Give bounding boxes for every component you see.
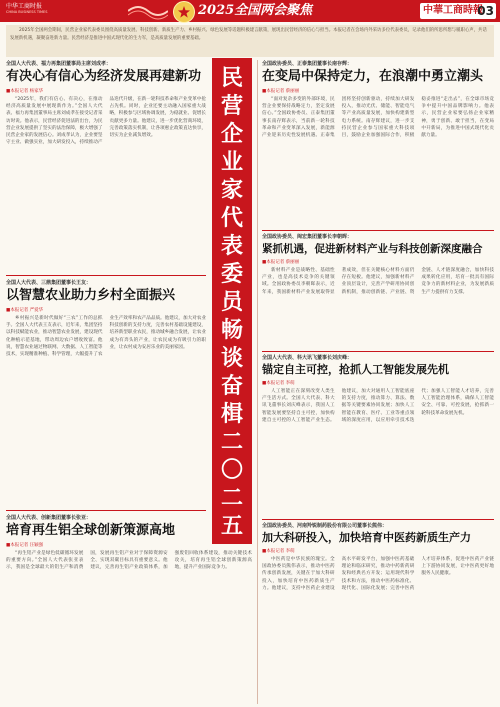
article-body <box>262 267 494 296</box>
article-byline: ■本报记者 汪颖强 <box>6 543 44 548</box>
article-zhang <box>6 514 252 704</box>
article-nan <box>262 60 494 228</box>
column-divider <box>257 60 258 704</box>
article-body <box>262 556 494 592</box>
article-kicker: 全国人大代表、科大讯飞董事长刘庆峰： <box>262 355 353 361</box>
article-headline: 在变局中保持定力，在浪潮中勇立潮头 <box>262 69 484 84</box>
cppcc-emblem-icon <box>173 1 195 23</box>
article-headline: 有决心有信心为经济发展再建新功 <box>6 69 202 84</box>
article-body <box>262 96 494 139</box>
article-liuqingfeng <box>262 354 494 516</box>
article-paragraph: 人工智能正在深刻改变人类生产生活方式。全国人大代表、科大讯飞董事长刘庆峰表示，我国人工智能发展要坚持自主可控，加快构建自主可控的人工智能产业生态。他建议，加大对通用人工智能底座的支持力度，推动算力、算法、数据等关键要素协同发展；加快人工智能在教育、医疗、工业等重点领域的深度应用，以应用牵引技术迭代；加强人工智能人才培养，完善人工智能治理体系，确保人工智能安全、可靠、可控发展，抢抓新一轮科技革命发展先机。 <box>262 389 494 423</box>
red-ribbon-icon <box>128 1 168 21</box>
article-headline: 锚定自主可控，抢抓人工智能发展先机 <box>262 363 449 376</box>
article-paragraph: 新材料产业是战略性、基础性产业，也是高技术竞争的关键领域。全国政协委员李朝晖表示，近年来，我国新材料产业发展取得显著成效，但在关键核心材料方面仍存在短板。他建议，加强新材料产业顶层设计，完善产学研用协同创新机制，推动创新链、产业链、资金链、人才链深度融合，加快科技成果转化应用，培育一批具有国际竞争力的新材料企业，为发展新质生产力提供有力支撑。 <box>262 268 494 295</box>
article-body <box>6 96 206 146</box>
article-paragraph: 中医药是中华民族的瑰宝。全国政协委员熊伟表示，推动中医药传承创新发展，关键在于加大科研投入，加快培育中医药新质生产力。他建议，支持中医药企业建设高水平研发平台，加强中医药基础理论和临床研究，推动中药新药研发和经典名方开发；运用现代科学技术和方法，推动中医药标准化、现代化、国际化发展；完善中医药人才培养体系，促进中医药产业链上下游协同发展，让中医药更好地服务人民健康。 <box>262 557 494 591</box>
article-li <box>262 233 494 348</box>
article-byline: ■本报记者 严爱华 <box>6 308 44 313</box>
divider <box>6 510 206 511</box>
article-kicker: 全国政协委员、正泰集团董事长南存辉： <box>262 61 353 67</box>
article-liu <box>6 60 206 270</box>
page-header <box>0 0 500 22</box>
article-paragraph: “2025年，我们有信心、有决心，在推动经济高质量发展中展现新作为。”全国人大代表、福力再集团董事局主席刘成孝在接受记者采访时说。他表示，民营经济促进法的出台，为民营企业发展提供了坚实的法治保障，极大增强了民营企业家的发展信心。刘成孝认为，企业要坚守主业、做强实业，加大研发投入，持续推动产品迭代升级，在新一轮科技革命和产业变革中抢占先机。同时，企业还要主动融入国家重大战略，积极参与区域协调发展，为稳就业、促增长贡献更多力量。他建议，进一步优化营商环境，完善政策落实机制，让各项惠企政策直达快享，切实为企业减负增效。 <box>6 97 206 146</box>
page-number-box <box>420 3 496 19</box>
article-kicker: 全国政协委员、河南羚锐制药股份有限公司董事长熊伟： <box>262 523 388 529</box>
masthead-subtitle: CHINA BUSINESS TIMES <box>6 10 48 14</box>
intro-text: 2025年全国两会期间，民营企业家代表委员围绕高质量发展、科技创新、新质生产力、乡村振兴、绿色发展等话题积极建言献策，展现出民营经济的信心与担当。本报记者在会场内外采访多位代表委员，记录他们的所思所想与履职心声，共话发展新机遇，凝聚奋进新力量。民营经济是推进中国式现代化的生力军，是高质量发展的重要基础。 <box>10 28 487 41</box>
newspaper-masthead <box>6 3 66 19</box>
divider <box>6 275 206 276</box>
article-kicker: 全国人大代表、三鼎集团董事长王友： <box>6 280 92 286</box>
section-name: 中華工商時報 <box>423 5 483 16</box>
page-number: 03 <box>477 4 494 18</box>
divider <box>262 230 494 231</box>
vertical-title-text: 民营企业家代表委员畅谈奋楫二〇二五 <box>220 65 243 539</box>
article-headline: 紧抓机遇，促进新材料产业与科技创新深度融合 <box>262 243 483 255</box>
article-byline: ■本报记者 蔡丽丽 <box>262 89 300 94</box>
article-headline: 以智慧农业助力乡村全面振兴 <box>6 288 176 303</box>
article-headline: 加大科研投入，加快培育中医药新质生产力 <box>262 531 471 544</box>
article-headline: 培育再生铝全球创新策源高地 <box>6 523 176 538</box>
article-kicker: 全国人大代表、创新集团董事长张亚： <box>6 515 92 521</box>
article-paragraph: 乡村振兴是新时代做好“三农”工作的总抓手。全国人大代表王友表示，近年来，集团坚持以科技赋能农业，推动智慧农业发展，建设现代化种植示范基地，带动周边农户增收致富。他说，智慧农业通过物联网、大数据、人工智能等技术，实现精准种植、科学管理，大幅提升了农业生产效率和农产品品质。他建议，加大对农业科技创新的支持力度，完善农村基础设施建设，培养新型职业农民，推动城乡融合发展，让农业成为有奔头的产业，让农民成为有吸引力的职业，让农村成为安居乐业的美丽家园。 <box>6 316 206 358</box>
article-byline: ■本报记者 李萌 <box>262 381 295 386</box>
page-title: 2025全国两会聚焦 <box>198 3 313 18</box>
article-xiong <box>262 522 494 704</box>
masthead-name: 中华工商时报 <box>6 3 43 10</box>
article-byline: ■本报记者 杨家华 <box>6 89 44 94</box>
article-body <box>6 550 252 572</box>
article-paragraph: “面对复杂多变的外部环境，民营企业要保持战略定力，坚定发展信心。”全国政协委员、正泰集团董事长南存辉表示，当前新一轮科技革命和产业变革深入发展，新能源产业迎来历史性发展机遇。正泰集团将坚持创新驱动，持续加大研发投入，推动光伏、储能、智能电气等产业高质量发展，加快构建新型电力系统。南存辉建议，进一步支持民营企业参与国家重大科技项目，鼓励企业加强国际合作，积极稳妥推进“走出去”，在全球市场竞争中提升中国品牌影响力。他表示，民营企业家要弘扬企业家精神，勇于创新、敢于担当，在变局中开新局，为推进中国式现代化贡献力量。 <box>262 97 494 139</box>
article-kicker: 全国人大代表、福力再集团董事局主席刘成孝： <box>6 61 112 67</box>
vertical-feature-title <box>212 58 252 544</box>
article-body <box>6 315 206 358</box>
article-kicker: 全国政协委员、闽宏集团董事长李朝晖： <box>262 234 353 240</box>
divider <box>262 519 494 520</box>
intro-paragraph <box>6 25 494 57</box>
divider <box>262 351 494 352</box>
article-wang <box>6 279 206 507</box>
article-byline: ■本报记者 李萌 <box>262 549 295 554</box>
article-paragraph: “再生铝产业是绿色低碳循环发展的重要方向。”全国人大代表张亚表示，我国是全球最大的铝生产和消费国，发展再生铝产业对于保障资源安全、实现双碳目标具有重要意义。他建议，完善再生铝产业政策体系，加强废铝回收体系建设，推动关键技术攻关，培育再生铝全球创新策源高地，提升产业国际竞争力。 <box>6 551 252 571</box>
article-byline: ■本报记者 蔡丽丽 <box>262 260 300 265</box>
article-body <box>262 388 494 424</box>
